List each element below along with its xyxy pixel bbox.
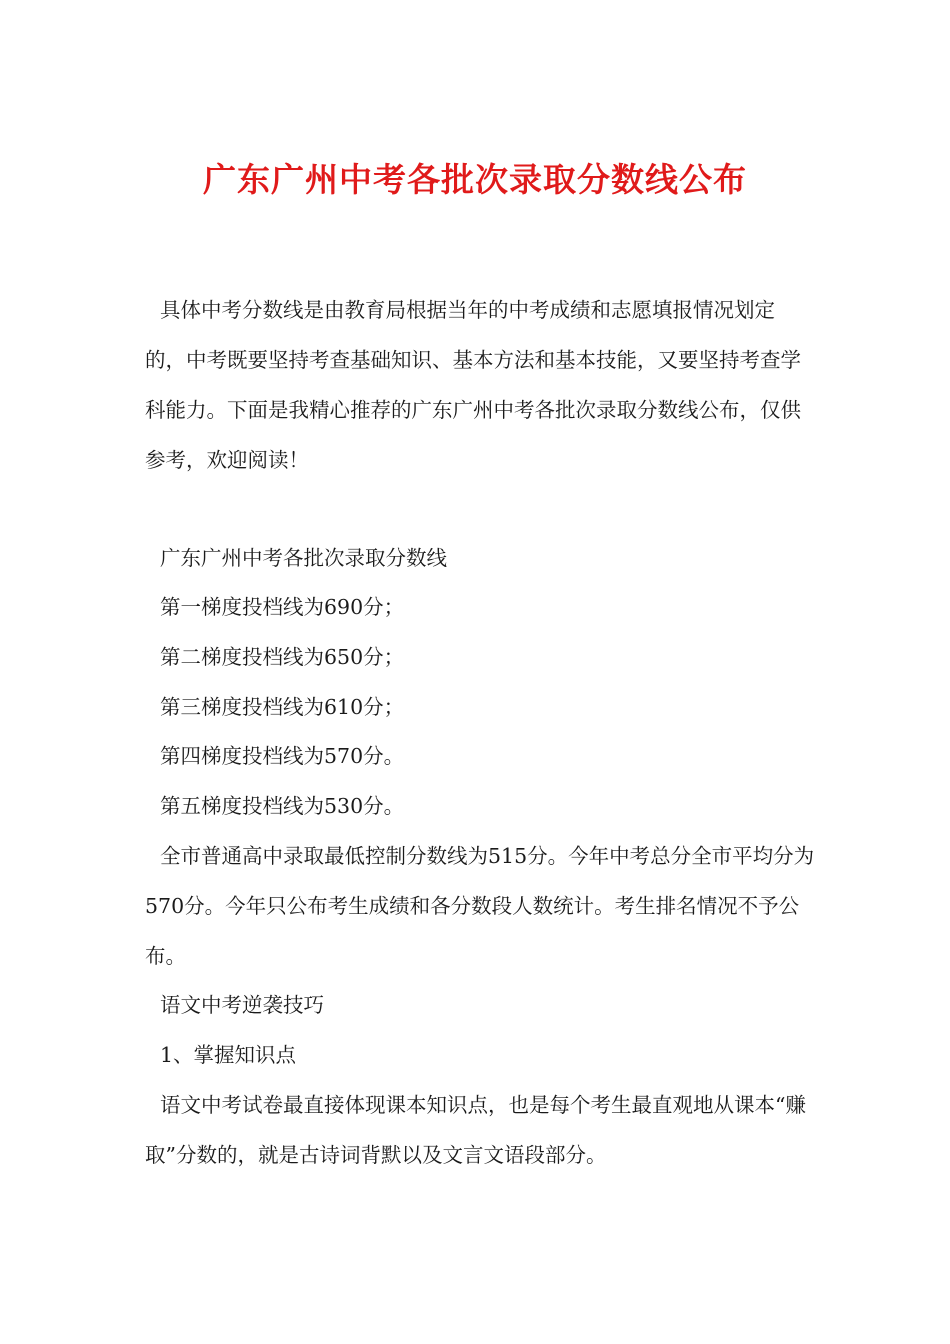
intro-paragraph: 具体中考分数线是由教育局根据当年的中考成绩和志愿填报情况划定的，中考既要坚持考查基础知识、基本方法和基本技能，又要坚持考查学科能力。下面是我精心推荐的广东广州中考各批次录取分数线公布，仅供参考，欢迎阅读！ — [145, 298, 801, 472]
tier-line-2: 第二梯度投档线为650分； — [160, 645, 405, 669]
tier-line-4: 第四梯度投档线为570分。 — [160, 744, 405, 768]
tier-line-5: 第五梯度投档线为530分。 — [160, 794, 405, 818]
tier-line-3: 第三梯度投档线为610分； — [160, 695, 405, 719]
tier-line-1: 第一梯度投档线为690分； — [160, 595, 405, 619]
tip1-heading: 1、掌握知识点 — [160, 1043, 297, 1067]
tip1-paragraph: 语文中考试卷最直接体现课本知识点，也是每个考生最直观地从课本“赚取”分数的，就是古诗词背默以及文言文语段部分。 — [145, 1093, 806, 1167]
summary-paragraph: 全市普通高中录取最低控制分数线为515分。今年中考总分全市平均分为570分。今年只公布考生成绩和各分数段人数统计。考生排名情况不予公布。 — [145, 844, 815, 968]
page-title: 广东广州中考各批次录取分数线公布 — [203, 160, 747, 199]
tips-heading: 语文中考逆袭技巧 — [160, 993, 324, 1017]
section-heading: 广东广州中考各批次录取分数线 — [160, 546, 447, 570]
